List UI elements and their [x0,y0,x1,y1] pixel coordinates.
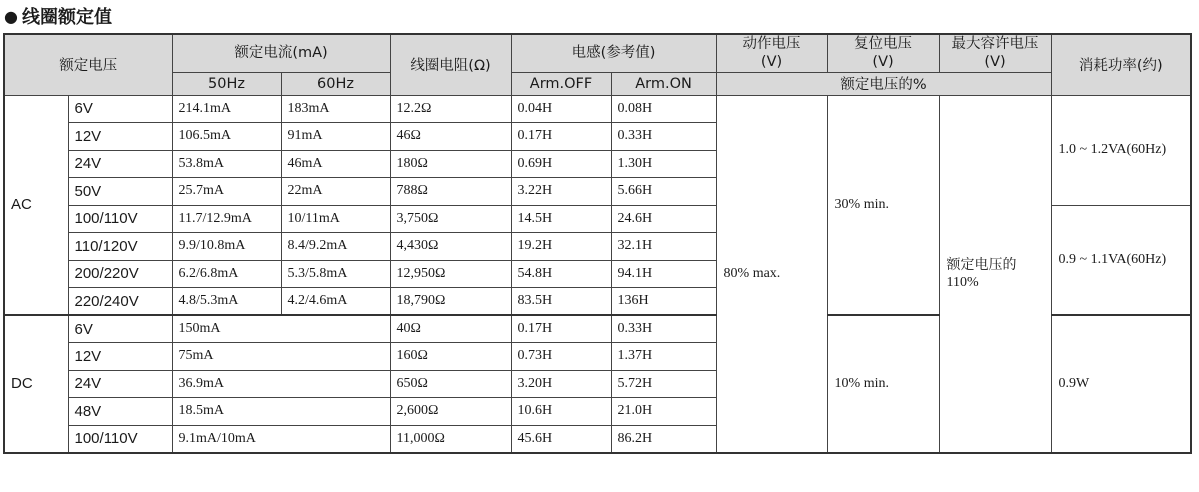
cell-ac-power-low: 1.0 ~ 1.2VA(60Hz) [1051,95,1191,205]
cell-arm-off: 10.6H [511,398,611,426]
cell-arm-on: 24.6H [611,205,716,233]
cell-current-50hz: 11.7/12.9mA [172,205,281,233]
cell-arm-off: 83.5H [511,288,611,316]
cell-resistance: 180Ω [390,150,511,178]
cell-current-50hz: 6.2/6.8mA [172,260,281,288]
cell-voltage: 6V [68,95,172,123]
cell-arm-off: 54.8H [511,260,611,288]
cell-arm-on: 0.08H [611,95,716,123]
cell-voltage: 24V [68,370,172,398]
section-title-text: 线圈额定值 [21,7,112,28]
cell-resistance: 11,000Ω [390,425,511,453]
cell-arm-on: 94.1H [611,260,716,288]
cell-resistance: 46Ω [390,123,511,151]
header-max-voltage [939,34,1051,72]
header-power: 消耗功率(约) [1051,34,1191,95]
cell-arm-off: 0.04H [511,95,611,123]
max-allowable-line2: 110% [946,274,979,290]
bullet-icon: ● [4,6,18,26]
header-dropout-voltage [827,34,939,72]
cell-arm-on: 1.30H [611,150,716,178]
cell-arm-off: 3.22H [511,178,611,206]
cell-arm-on: 21.0H [611,398,716,426]
cell-arm-off: 14.5H [511,205,611,233]
cell-current-60hz: 10/11mA [281,205,390,233]
max-allowable-line1: 额定电压的 [946,256,1017,273]
cell-current-50hz: 4.8/5.3mA [172,288,281,316]
coil-rating-table [3,33,1192,454]
header-percent-of-rated: 额定电压的% [716,72,1051,95]
cell-resistance: 40Ω [390,315,511,343]
ac-label: AC [4,95,68,315]
cell-voltage: 50V [68,178,172,206]
cell-resistance: 4,430Ω [390,233,511,261]
cell-arm-on: 5.72H [611,370,716,398]
cell-pickup: 80% max. [716,95,827,453]
header-60hz: 60Hz [281,72,390,95]
header-rated-voltage: 额定电压 [4,34,172,95]
cell-resistance: 788Ω [390,178,511,206]
cell-voltage: 200/220V [68,260,172,288]
header-dropout-unit: (V) [872,54,894,71]
cell-voltage: 100/110V [68,205,172,233]
header-arm-off: Arm.OFF [511,72,611,95]
header-pickup-label: 动作电压 [742,36,801,53]
cell-arm-on: 86.2H [611,425,716,453]
cell-current-50hz: 214.1mA [172,95,281,123]
cell-voltage: 6V [68,315,172,343]
header-arm-on: Arm.ON [611,72,716,95]
cell-current: 36.9mA [172,370,390,398]
cell-resistance: 12.2Ω [390,95,511,123]
cell-voltage: 24V [68,150,172,178]
header-pickup-voltage [716,34,827,72]
cell-current: 9.1mA/10mA [172,425,390,453]
cell-current-60hz: 46mA [281,150,390,178]
section-title [4,3,112,29]
cell-current-50hz: 9.9/10.8mA [172,233,281,261]
cell-arm-off: 19.2H [511,233,611,261]
cell-arm-on: 0.33H [611,123,716,151]
cell-current-60hz: 5.3/5.8mA [281,260,390,288]
cell-resistance: 12,950Ω [390,260,511,288]
header-pickup-unit: (V) [760,54,783,71]
cell-resistance: 2,600Ω [390,398,511,426]
cell-arm-off: 0.73H [511,343,611,371]
cell-resistance: 3,750Ω [390,205,511,233]
cell-resistance: 160Ω [390,343,511,371]
cell-arm-off: 3.20H [511,370,611,398]
cell-arm-on: 0.33H [611,315,716,343]
cell-voltage: 12V [68,123,172,151]
cell-current: 18.5mA [172,398,390,426]
cell-resistance: 18,790Ω [390,288,511,316]
cell-current-60hz: 183mA [281,95,390,123]
header-inductance: 电感(参考值) [511,34,716,72]
cell-voltage: 110/120V [68,233,172,261]
cell-current-60hz: 8.4/9.2mA [281,233,390,261]
cell-voltage: 220/240V [68,288,172,316]
header-max-label: 最大容许电压 [951,36,1039,53]
cell-current: 150mA [172,315,390,343]
header-rated-current: 额定电流(mA) [172,34,390,72]
cell-dc-power: 0.9W [1051,315,1191,453]
cell-arm-on: 136H [611,288,716,316]
cell-current: 75mA [172,343,390,371]
cell-arm-on: 1.37H [611,343,716,371]
cell-current-60hz: 22mA [281,178,390,206]
cell-arm-off: 0.69H [511,150,611,178]
cell-voltage: 48V [68,398,172,426]
cell-arm-on: 32.1H [611,233,716,261]
cell-arm-off: 45.6H [511,425,611,453]
cell-ac-power-high: 0.9 ~ 1.1VA(60Hz) [1051,205,1191,315]
cell-resistance: 650Ω [390,370,511,398]
header-coil-resistance: 线圈电阻(Ω) [390,34,511,95]
dc-label: DC [4,315,68,453]
cell-ac-dropout: 30% min. [827,95,939,315]
cell-current-60hz: 91mA [281,123,390,151]
cell-current-50hz: 106.5mA [172,123,281,151]
header-dropout-label: 复位电压 [854,36,913,53]
cell-voltage: 12V [68,343,172,371]
cell-arm-on: 5.66H [611,178,716,206]
cell-arm-off: 0.17H [511,123,611,151]
cell-max-allowable [939,95,1051,453]
table-row [4,95,1191,123]
header-50hz: 50Hz [172,72,281,95]
header-max-unit: (V) [984,54,1006,71]
cell-voltage: 100/110V [68,425,172,453]
cell-current-50hz: 25.7mA [172,178,281,206]
cell-dc-dropout: 10% min. [827,315,939,453]
cell-current-60hz: 4.2/4.6mA [281,288,390,316]
cell-arm-off: 0.17H [511,315,611,343]
cell-current-50hz: 53.8mA [172,150,281,178]
